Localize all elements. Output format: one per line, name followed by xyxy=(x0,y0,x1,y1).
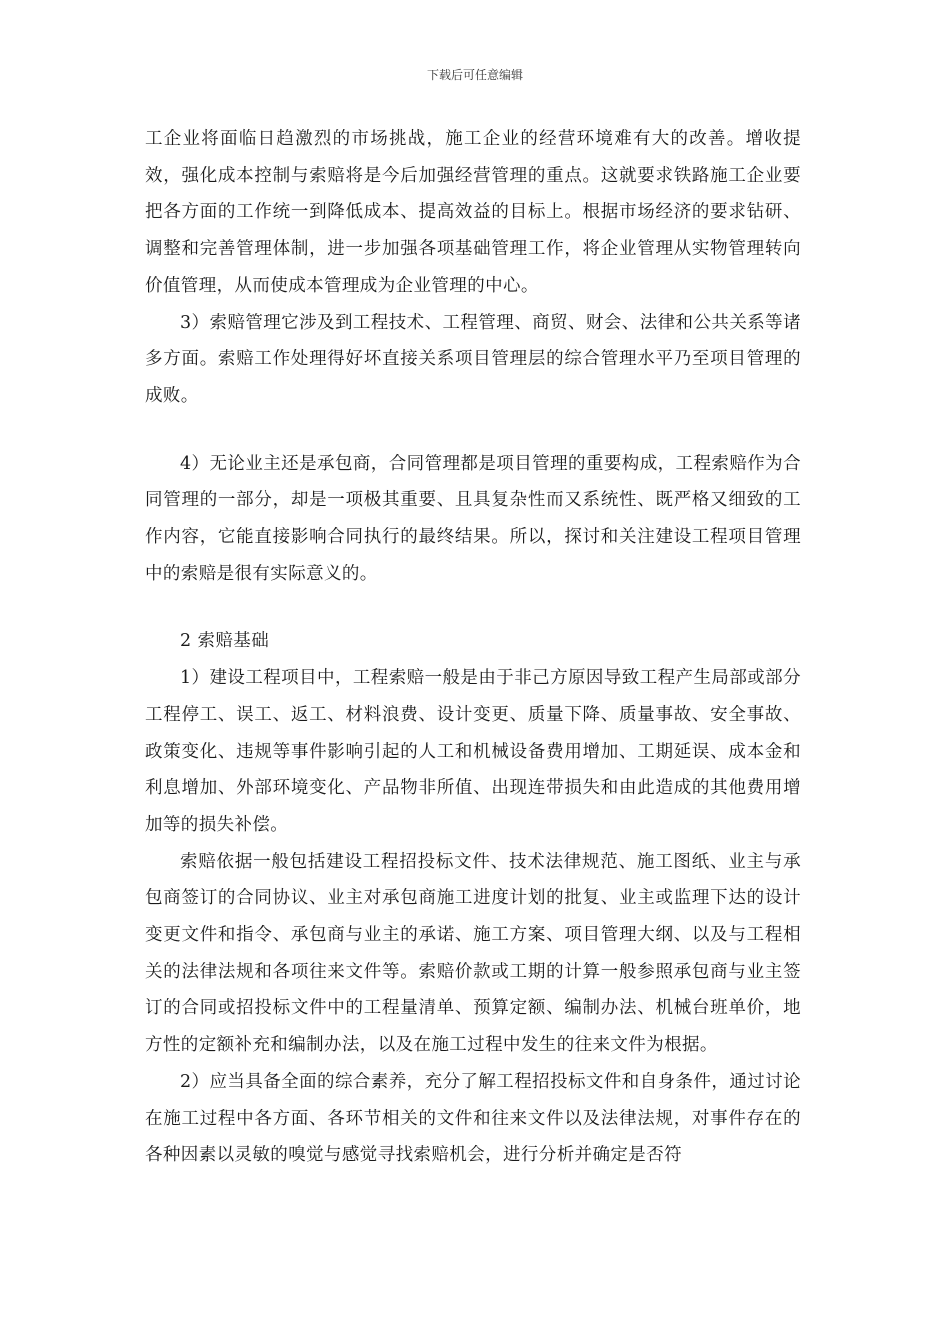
document-body xyxy=(145,121,801,1174)
paragraph-claim-basis: 索赔依据一般包括建设工程招投标文件、技术法律规范、施工图纸、业主与承包商签订的合同协议、业主对承包商施工进度计划的批复、业主或监理下达的设计变更文件和指令、承包商与业主的承诺、施工方案、项目管理大纲、以及与工程相关的法律法规和各项往来文件等。索赔价款或工期的计算一般参照承包商与业主签订的合同或招投标文件中的工程量清单、预算定额、编制办法、机械台班单价，地方性的定额补充和编制办法，以及在施工过程中发生的往来文件为根据。 xyxy=(145,851,801,1056)
paragraph-claim-qualities: 2）应当具备全面的综合素养，充分了解工程招投标文件和自身条件，通过讨论在施工过程中各方面、各环节相关的文件和往来文件以及法律法规，对事件存在的各种因素以灵敏的嗅觉与感觉寻找索赔机会，进行分析并确定是否符 xyxy=(145,1071,801,1166)
paragraph-claim-management: 3）索赔管理它涉及到工程技术、工程管理、商贸、财会、法律和公共关系等诸多方面。索赔工作处理得好坏直接关系项目管理层的综合管理水平乃至项目管理的成败。 xyxy=(145,312,801,406)
paragraph-claim-causes: 1）建设工程项目中，工程索赔一般是由于非己方原因导致工程产生局部或部分工程停工、误工、返工、材料浪费、设计变更、质量下降、质量事故、安全事故、政策变化、违规等事件影响引起的人工和机械设备费用增加、工期延误、成本金和利息增加、外部环境变化、产品物非所值、出现连带损失和由此造成的其他费用增加等的损失补偿。 xyxy=(145,668,801,835)
paragraph-contract-management: 4）无论业主还是承包商，合同管理都是项目管理的重要构成，工程索赔作为合同管理的一部分，却是一项极其重要、且具复杂性而又系统性、既严格又细致的工作内容，它能直接影响合同执行的最终结果。所以，探讨和关注建设工程项目管理中的索赔是很有实际意义的。 xyxy=(145,453,801,584)
page-header: 下载后可任意编辑 xyxy=(426,68,523,82)
section-heading: 2 索赔基础 xyxy=(180,631,270,652)
paragraph-continuation: 工企业将面临日趋激烈的市场挑战，施工企业的经营环境难有大的改善。增收提效，强化成本控制与索赔将是今后加强经营管理的重点。这就要求铁路施工企业要把各方面的工作统一到降低成本、提高效益的目标上。根据市场经济的要求钻研、调整和完善管理体制，进一步加强各项基础管理工作，将企业管理从实物管理转向价值管理，从而使成本管理成为企业管理的中心。 xyxy=(145,129,801,296)
